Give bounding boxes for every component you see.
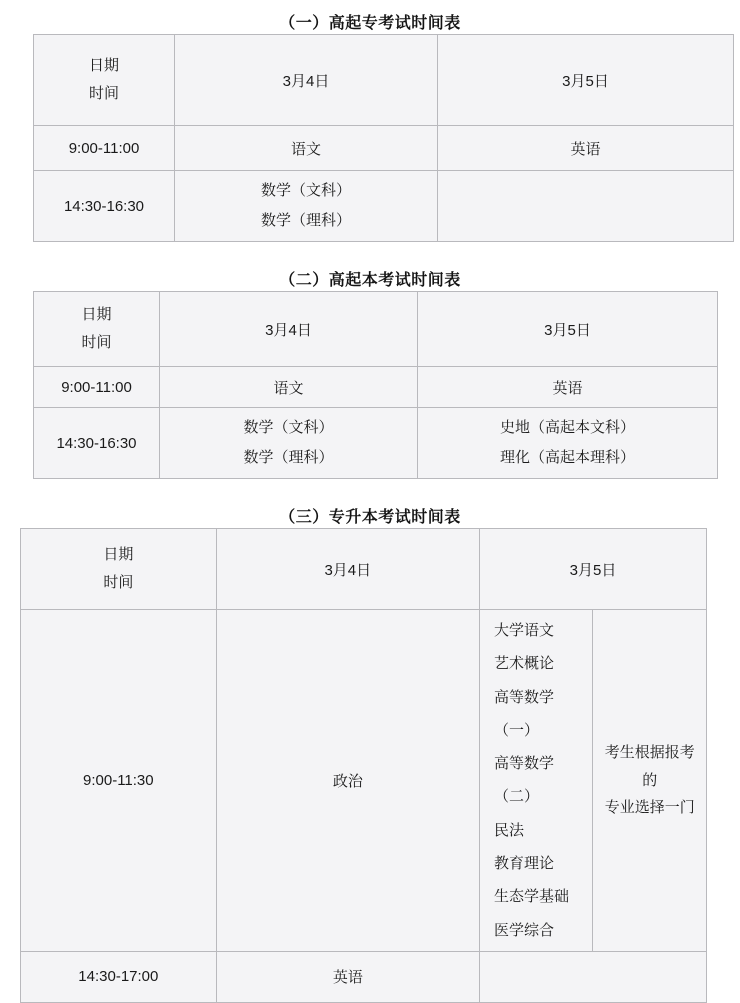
header-date-time-cell xyxy=(21,529,217,610)
note-line: 考生根据报考的 xyxy=(604,743,695,789)
subject-line: 数学（理科） xyxy=(243,449,334,466)
table-header-row xyxy=(21,529,707,610)
header-time-label: 时间 xyxy=(103,574,134,591)
row-subject-col2: 语文 xyxy=(175,126,438,171)
header-time-label: 时间 xyxy=(88,85,119,102)
subject-line: 史地（高起本文科） xyxy=(499,419,635,436)
table-header-row xyxy=(34,292,718,367)
table-row xyxy=(21,610,707,952)
header-col3-date: 3月5日 xyxy=(480,529,707,610)
list-item: 艺术概论 xyxy=(494,655,555,673)
row-subject-col3-empty xyxy=(438,171,734,242)
section-title-2: （二）高起本考试时间表 xyxy=(279,272,461,289)
table-wrapper-3 xyxy=(20,528,707,1003)
elective-note xyxy=(593,610,707,952)
header-date-label: 日期 xyxy=(103,545,134,563)
subject-line: 数学（文科） xyxy=(260,182,351,199)
list-item: 高等数学（二） xyxy=(494,755,555,806)
table-row xyxy=(34,171,734,242)
row-subject-col3: 英语 xyxy=(438,126,734,171)
table-row xyxy=(34,367,718,408)
row-time: 9:00-11:00 xyxy=(34,126,175,171)
row-subject-col3: 英语 xyxy=(418,367,718,408)
table-wrapper-2 xyxy=(33,291,718,479)
subject-line: 理化（高起本理科） xyxy=(499,449,635,466)
list-item: 大学语文 xyxy=(494,622,555,639)
elective-subject-list xyxy=(480,610,593,952)
header-date-time-cell xyxy=(34,292,160,367)
list-item: 生态学基础 xyxy=(494,888,570,906)
table-header-row xyxy=(34,35,734,126)
row-subject-col2: 政治 xyxy=(216,610,479,952)
header-col3-date: 3月5日 xyxy=(418,292,718,367)
row-time: 9:00-11:30 xyxy=(21,610,217,952)
table-wrapper-1 xyxy=(33,34,734,242)
section-title-3: （三）专升本考试时间表 xyxy=(279,509,461,526)
row-subject-col2 xyxy=(160,408,418,479)
header-date-label: 日期 xyxy=(81,305,112,323)
row-subject-col3-empty xyxy=(480,951,707,1002)
row-subject-col2: 语文 xyxy=(160,367,418,408)
table-row xyxy=(34,126,734,171)
row-subject-col2 xyxy=(175,171,438,242)
header-col2-date: 3月4日 xyxy=(175,35,438,126)
list-item: 民法 xyxy=(494,821,525,839)
exam-schedule-table-3 xyxy=(20,528,707,1003)
list-item: 医学综合 xyxy=(494,921,555,939)
header-col2-date: 3月4日 xyxy=(160,292,418,367)
subject-line: 数学（理科） xyxy=(260,212,351,229)
header-col2-date: 3月4日 xyxy=(216,529,479,610)
header-col3-date: 3月5日 xyxy=(438,35,734,126)
header-date-time-cell xyxy=(34,35,175,126)
row-time: 9:00-11:00 xyxy=(34,367,160,408)
exam-schedule-table-1 xyxy=(33,34,734,242)
row-subject-col3 xyxy=(418,408,718,479)
row-time: 14:30-17:00 xyxy=(21,951,217,1002)
row-time: 14:30-16:30 xyxy=(34,408,160,479)
row-time: 14:30-16:30 xyxy=(34,171,175,242)
header-date-label: 日期 xyxy=(88,56,119,74)
note-line: 专业选择一门 xyxy=(604,799,695,817)
section-title-1: （一）高起专考试时间表 xyxy=(279,15,461,32)
header-time-label: 时间 xyxy=(81,334,112,351)
list-item: 高等数学（一） xyxy=(494,688,555,739)
table-row xyxy=(34,408,718,479)
row-subject-col2: 英语 xyxy=(216,951,479,1002)
list-item: 教育理论 xyxy=(494,855,555,873)
subject-line: 数学（文科） xyxy=(243,419,334,436)
exam-schedule-table-2 xyxy=(33,291,718,479)
table-row xyxy=(21,951,707,1002)
